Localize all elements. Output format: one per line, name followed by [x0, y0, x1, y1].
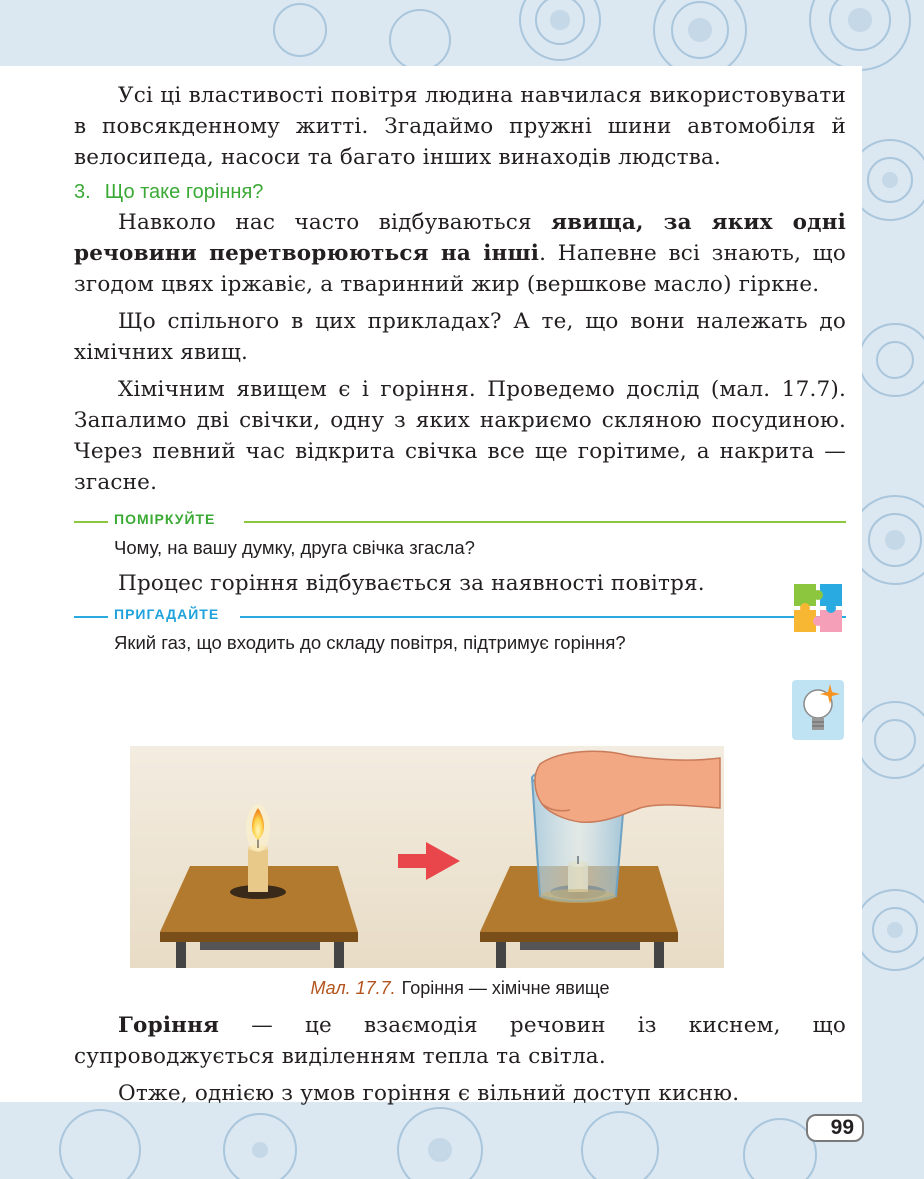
figure-caption-text: Горіння — хімічне явище [401, 978, 610, 998]
phenomena-text-end: . Напевне всі знають, що згодом цвях іржавіє, а тваринний жир (вершкове масло) гіркне. [74, 241, 846, 297]
think-line-left [74, 521, 108, 523]
think-question: Чому, на вашу думку, друга свічка згасла? [114, 537, 475, 558]
section-number: 3. [74, 181, 91, 203]
figure-caption [74, 978, 846, 999]
recall-label: ПРИГАДАЙТЕ [114, 606, 220, 622]
definition-term: Горіння [118, 1013, 220, 1038]
bottom-text [74, 1010, 846, 1109]
section-title: Що таке горіння? [104, 181, 264, 203]
recall-line-right [240, 616, 846, 618]
page-number: 99 [806, 1114, 864, 1142]
paragraph-phenomena [74, 207, 846, 300]
paragraph-definition [74, 1010, 846, 1072]
section-heading [74, 177, 846, 207]
recall-question: Який газ, що входить до складу повітря, підтримує горіння? [114, 632, 626, 653]
recall-label-row [74, 603, 846, 625]
think-label: ПОМІРКУЙТЕ [114, 511, 216, 527]
figure-number: Мал. 17.7. [310, 978, 396, 998]
recall-line-left [74, 616, 108, 618]
paragraph-conclusion: Отже, однією з умов горіння є вільний доступ кисню. [118, 1081, 740, 1106]
puzzle-icon [792, 582, 844, 634]
candle-experiment-figure [130, 746, 724, 968]
paragraph-experiment: Хімічним явищем є і горіння. Проведемо дослід (мал. 17.7). Запалимо дві свічки, одну з яких накриємо скляною посудиною. Через певний час відкрита свічка все ще горітиме, а накрита — згасне. [74, 377, 846, 495]
phenomena-text-start: Навколо нас часто відбуваються [118, 210, 552, 235]
paragraph-combustion-air: Процес горіння відбувається за наявності повітря. [118, 571, 705, 596]
lightbulb-icon [792, 680, 844, 740]
think-label-row [74, 508, 846, 530]
textbook-page [0, 66, 862, 1106]
definition-text: — це взаємодія речовин із киснем, що супроводжується виділенням тепла та світла. [74, 1013, 846, 1069]
phenomena-bold-text: явища, за яких одні речовини перетворюються на інші [74, 210, 846, 266]
paragraph-common: Що спільного в цих прикладах? А те, що вони належать до хімічних явищ. [74, 309, 846, 365]
paragraph-air-properties: Усі ці властивості повітря людина навчилася використовувати в повсякденному житті. Згадаймо пружні шини автомобіля й велосипеда, насоси та багато інших винаходів людства. [74, 83, 846, 170]
page-content [74, 80, 846, 1106]
open-candle [246, 804, 270, 892]
think-line-right [244, 521, 846, 523]
